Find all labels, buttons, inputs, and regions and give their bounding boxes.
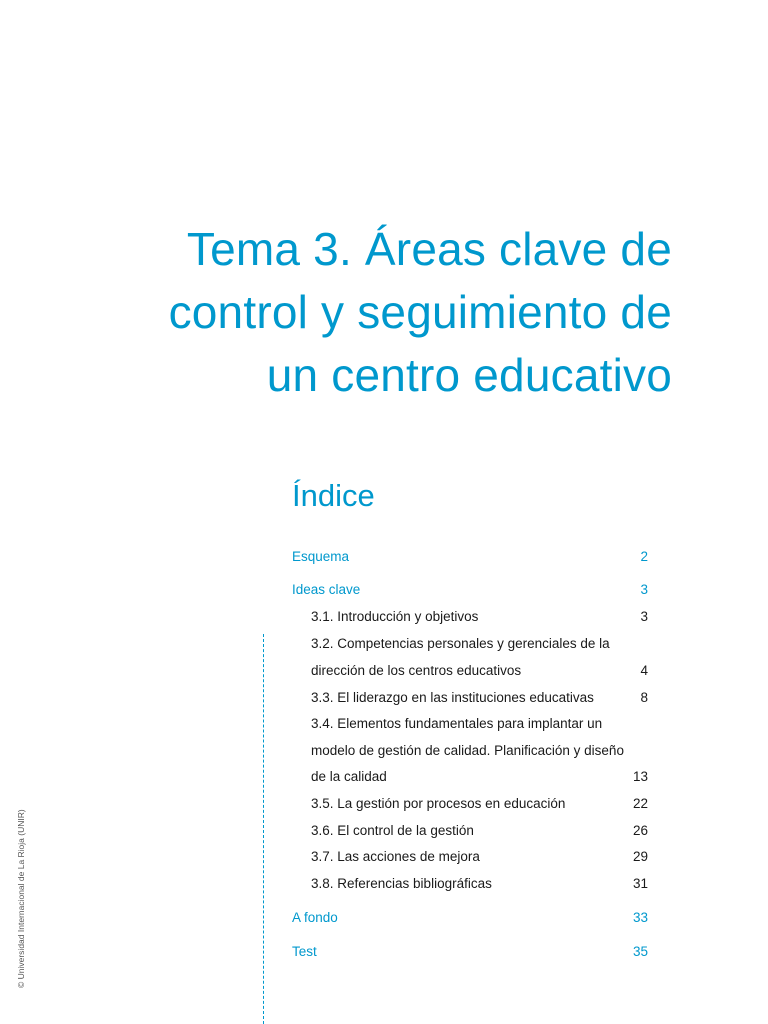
toc-label: Ideas clave [292, 582, 361, 597]
toc-page: 3 [640, 609, 648, 624]
toc-label: 3.8. Referencias bibliográficas [311, 876, 492, 891]
toc-page: 29 [632, 849, 648, 864]
toc-entry-test[interactable] [0, 942, 768, 962]
toc-label: 3.7. Las acciones de mejora [311, 849, 480, 864]
toc-label: Esquema [292, 549, 350, 564]
toc-entry-3-5[interactable] [0, 794, 768, 814]
toc-entry-3-4-cont[interactable] [0, 741, 768, 761]
toc-label: modelo de gestión de calidad. Planificación y diseño [311, 743, 624, 758]
toc-label: 3.1. Introducción y objetivos [311, 609, 479, 624]
copyright-notice: © Universidad Internacional de La Rioja (UNIR) [16, 809, 26, 988]
toc-entry-3-3[interactable] [0, 688, 768, 708]
toc-page: 26 [632, 823, 648, 838]
toc-entry-3-4-cont[interactable] [0, 767, 768, 787]
toc-page: 13 [632, 769, 648, 784]
toc-label: A fondo [292, 910, 338, 925]
toc-entry-ideas-clave[interactable] [0, 580, 768, 600]
toc-page: 31 [632, 876, 648, 891]
toc-page: 33 [632, 910, 648, 925]
toc-page: 4 [640, 663, 648, 678]
toc-page: 8 [640, 690, 648, 705]
toc-label: 3.2. Competencias personales y gerenciales de la [311, 636, 610, 651]
toc-label: Test [292, 944, 317, 959]
toc-label: de la calidad [311, 769, 387, 784]
toc-entry-3-4[interactable] [0, 714, 768, 734]
toc-page: 22 [632, 796, 648, 811]
toc-entry-3-1[interactable] [0, 607, 768, 627]
index-heading: Índice [292, 478, 375, 513]
document-title [72, 218, 672, 407]
title-line: control y seguimiento de [168, 286, 672, 338]
toc-page: 3 [640, 582, 648, 597]
toc-entry-3-2-cont[interactable] [0, 661, 768, 681]
dashed-divider [263, 634, 264, 1024]
toc-page: 35 [632, 944, 648, 959]
toc-entry-3-6[interactable] [0, 821, 768, 841]
toc-label: 3.5. La gestión por procesos en educación [311, 796, 566, 811]
toc-label: dirección de los centros educativos [311, 663, 522, 678]
title-line: un centro educativo [266, 349, 672, 401]
toc-entry-3-2[interactable] [0, 634, 768, 654]
toc-entry-esquema[interactable] [0, 547, 768, 567]
toc-page: 2 [640, 549, 648, 564]
toc-label: 3.4. Elementos fundamentales para implantar un [311, 716, 603, 731]
title-line: Tema 3. Áreas clave de [186, 223, 672, 275]
toc-label: 3.6. El control de la gestión [311, 823, 474, 838]
toc-entry-3-8[interactable] [0, 874, 768, 894]
toc-entry-3-7[interactable] [0, 847, 768, 867]
toc-label: 3.3. El liderazgo en las instituciones educativas [311, 690, 594, 705]
toc-entry-a-fondo[interactable] [0, 908, 768, 928]
